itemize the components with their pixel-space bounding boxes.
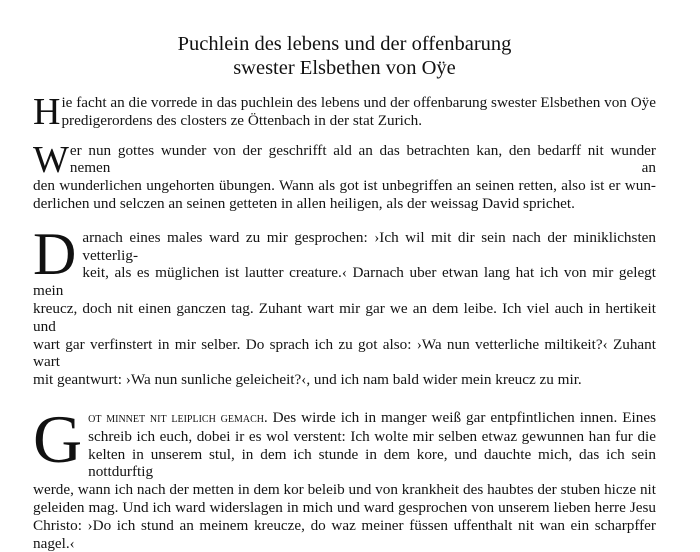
text-line: derlichen und selczen an seinen getteten in allen heiligen, als der weissag David sprichet. <box>33 194 575 212</box>
text-line: nagel.‹ <box>33 534 75 552</box>
text-line: predigerordens des closters ze Öttenbach in der stat Zurich. <box>61 111 423 129</box>
text-line: ie facht an die vorrede in das puchlein des lebens und der offenbarung swester Elsbethen von Oÿe <box>61 94 656 111</box>
text-line: werde, wann ich nach der metten in dem kor beleib und von krankheit des haubtes der stuben hicze nit <box>33 481 656 499</box>
text-line <box>33 409 656 428</box>
drop-cap-initial: D <box>33 220 77 287</box>
text-line: schreib ich euch, dobei ir es wol verstent: Ich wolte mir selben etwaz gewunnen han fur die <box>88 427 656 445</box>
drop-cap-initial: W <box>33 138 69 181</box>
title-line-1: Puchlein des lebens und der offenbarung <box>177 33 512 55</box>
text-line: er nun gottes wunder von der geschrifft ald an das betrachten kan, den bedarff nit wunder nemen an <box>69 141 656 177</box>
paragraph-preface <box>33 91 656 133</box>
text-line: den wunderlichen ungehorten übungen. Wann als got ist unbegriffen an seinen retten, also ist er wun- <box>33 177 656 195</box>
title-line-2: swester Elsbethen von Oÿe <box>233 57 456 79</box>
text-line: mit geantwurt: ›Wa nun sunliche geleicheit?‹, und ich nam bald wider mein kreucz zu mir. <box>33 371 582 389</box>
text-line: kelten in unserem stul, in dem ich stunde in dem kore, und dauchte mich, das ich sein nottdurftig <box>88 445 656 481</box>
document-page <box>33 0 656 552</box>
paragraph-wonder <box>33 138 656 213</box>
drop-cap-initial: G <box>33 400 83 477</box>
paragraph-darnach <box>33 220 656 389</box>
text-line: keit, als es müglichen ist lautter creature.‹ Darnach uber etwan lang hat ich von mir gelegt mein <box>33 264 656 300</box>
paragraph-got-minnet <box>33 400 656 552</box>
text-segment: Des wirde ich in manger weiß gar entpfintlichen innen. Eines <box>267 408 656 426</box>
text-line: kreucz, doch nit einen ganczen tag. Zuhant wart mir gar we an dem leibe. Ich viel auch in hertikeit und <box>33 299 656 335</box>
small-caps-incipit: ot minnet nit leiplich gemach. <box>88 409 268 426</box>
text-line: geleiden mag. Und ich ward widerslagen in mich und ward gesprochen von unserem lieben herre Jesu <box>33 498 656 516</box>
drop-cap-initial: H <box>33 91 61 133</box>
text-line: arnach eines males ward zu mir gesprochen: ›Ich wil mit dir sein nach der miniklichsten vetterlig- <box>82 228 656 264</box>
text-line: wart gar verfinstert in mir selber. Do sprach ich zu got also: ›Wa nun vetterliche miltikeit?‹ Zuhant wart <box>33 335 656 371</box>
text-line: Christo: ›Do ich stund an meinem kreucze, do waz meiner füssen uffenthalt nit wan ein scharpffer <box>33 516 656 534</box>
document-title <box>33 0 656 80</box>
